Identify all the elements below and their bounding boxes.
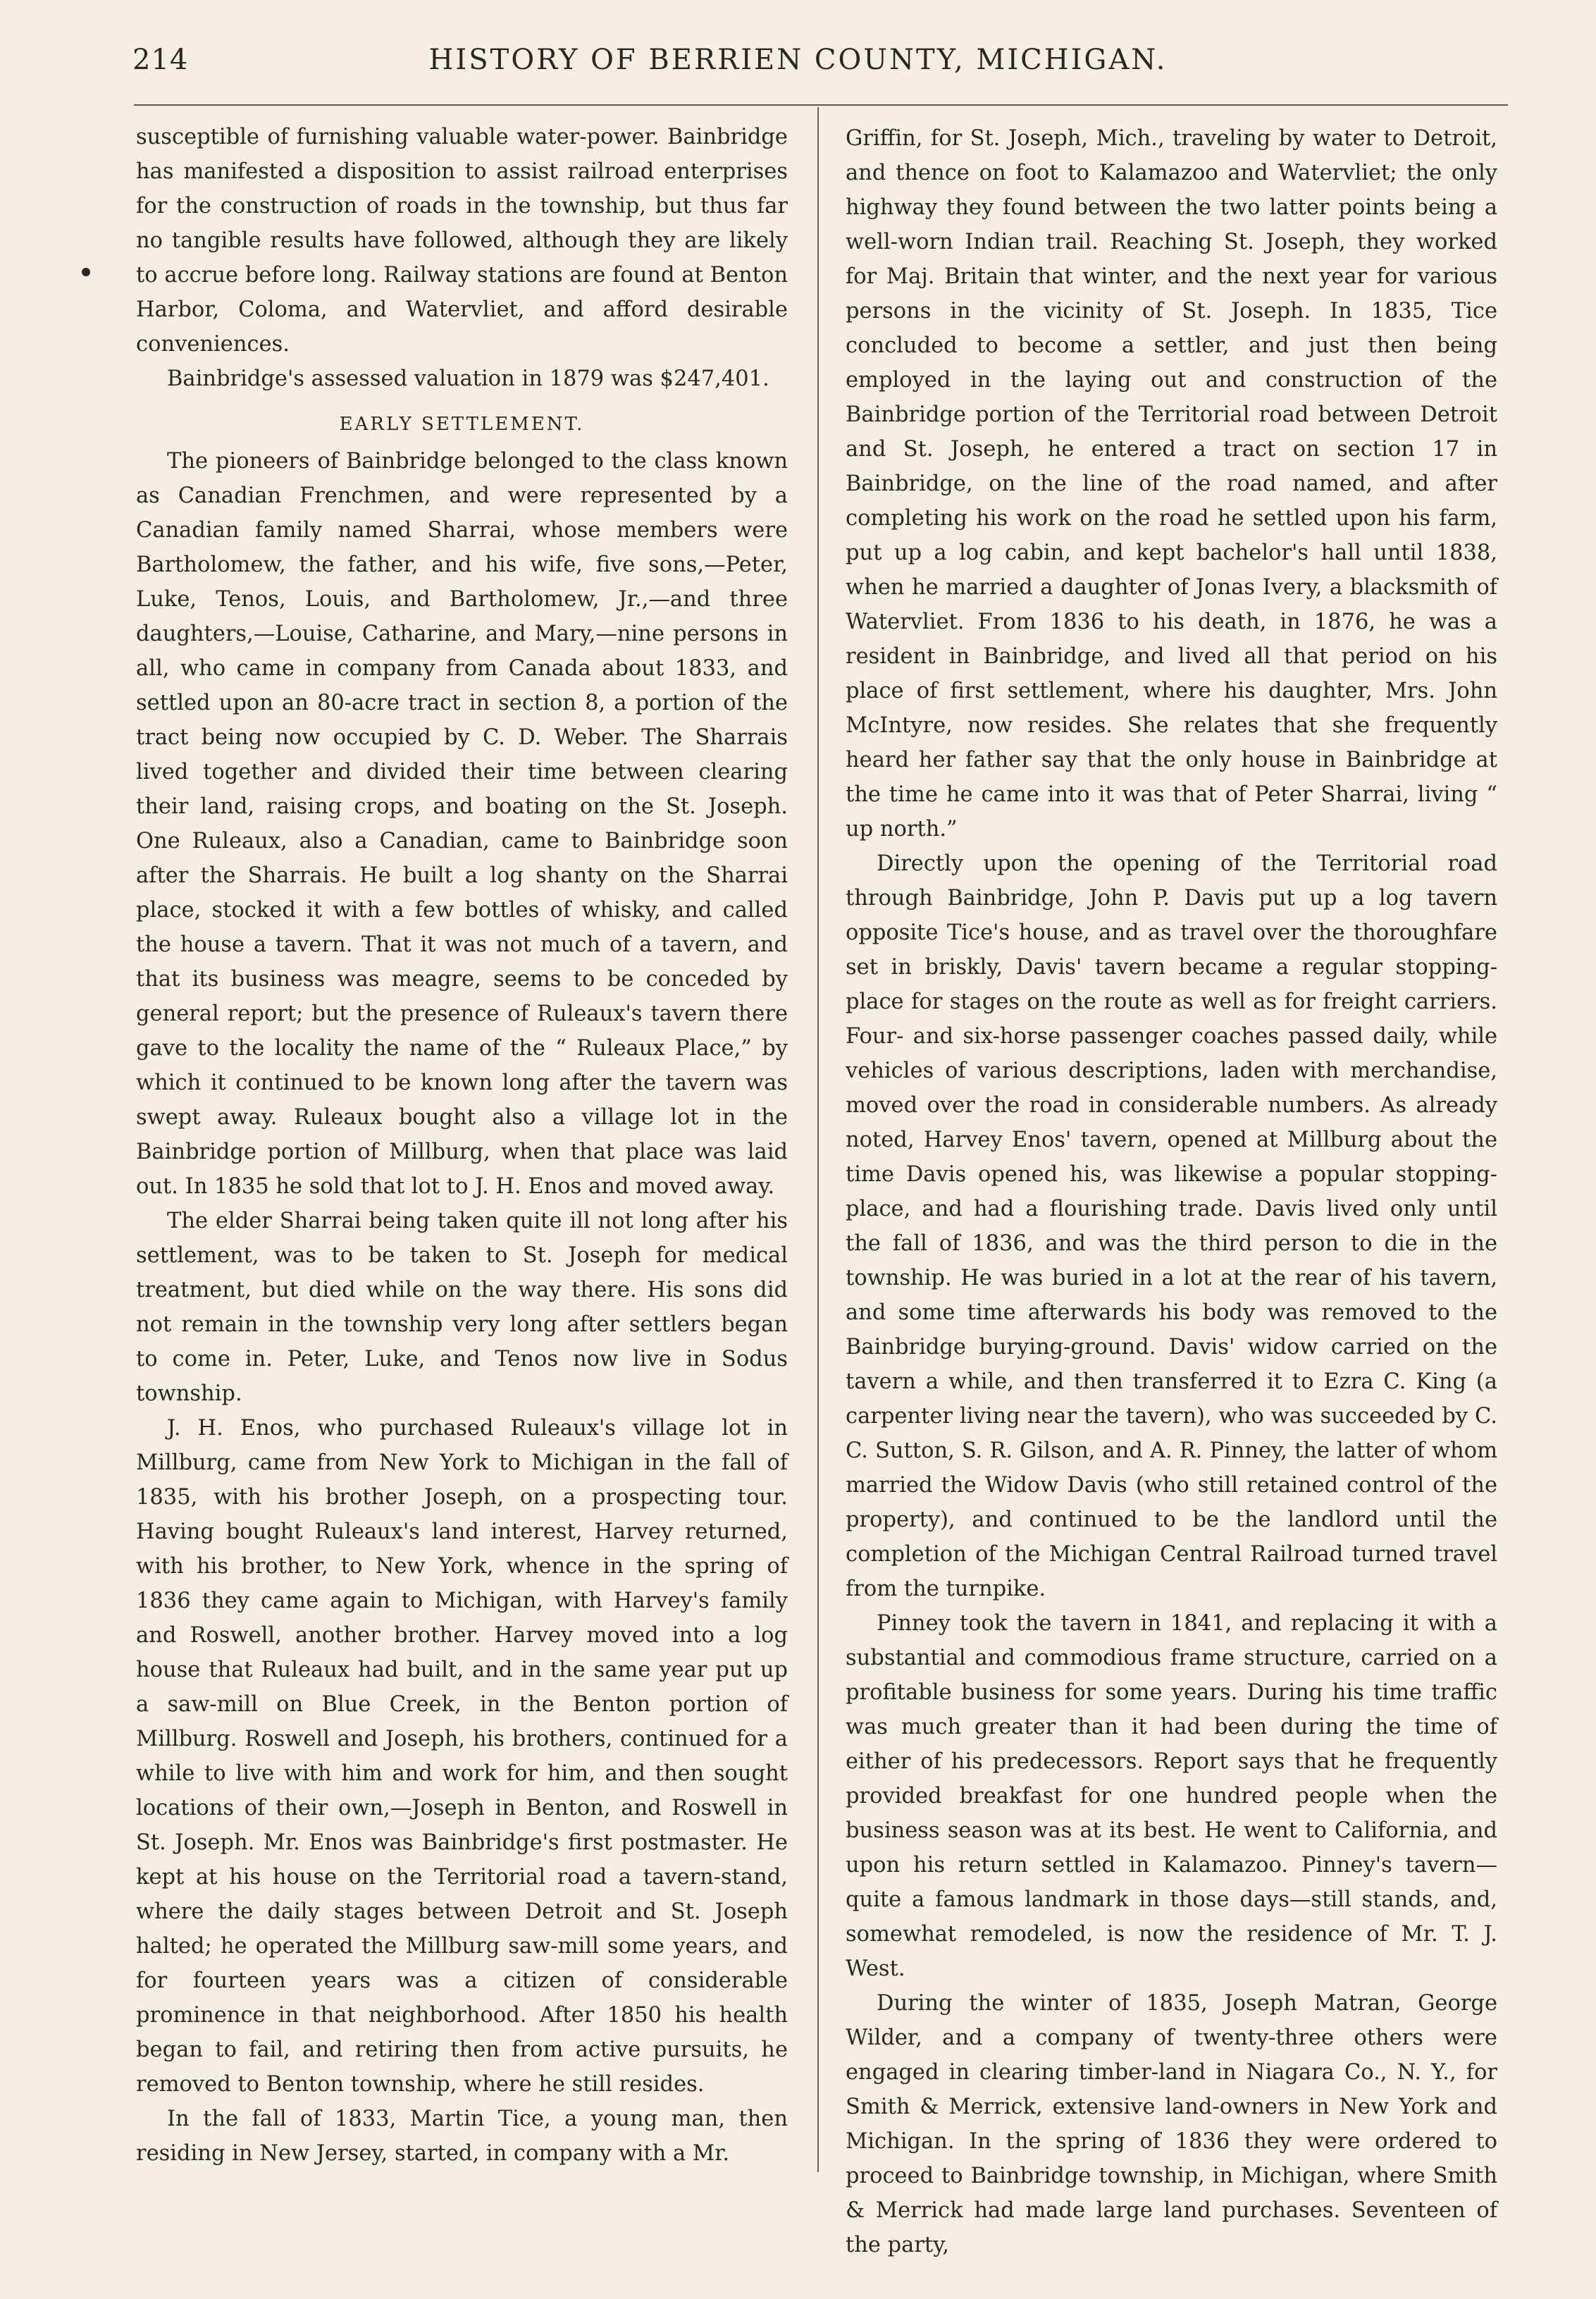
paragraph-pioneers: The pioneers of Bainbridge belonged to the class known as Canadian Frenchmen, and were represented by a Canadian family named Sharrai, whose members were Bartholomew, the father, and his wife, five sons,—Peter, Luke, Tenos, Louis, and Bartholomew, Jr.,—and three daughters,—Louise, Catharine, and Mary,—nine persons in all, who came in company from Canada about 1833, and settled upon an 80-acre tract in section 8, a portion of the tract being now occupied by C. D. Weber. The Sharrais lived together and divided their time between clearing their land, raising crops, and boating on the St. Joseph. One Ruleaux, also a Canadian, came to Bainbridge soon after the Sharrais. He built a log shanty on the Sharrai place, stocked it with a few bottles of whisky, and called the house a tavern. That it was not much of a tavern, and that its business was meagre, seems to be conceded by general report; but the presence of Ruleaux's tavern there gave to the locality the name of the “ Ruleaux Place,” by which it continued to be known long after the tavern was swept away. Ruleaux bought also a village lot in the Bainbridge portion of Millburg, when that place was laid out. In 1835 he sold that lot to J. H. Enos and moved away. [136,449,788,1199]
section-heading-early-settlement: EARLY SETTLEMENT. [339,414,585,435]
paragraph-enos: J. H. Enos, who purchased Ruleaux's village lot in Millburg, came from New York to Michigan in the fall of 1835, with his brother Joseph, on a prospecting tour. Having bought Ruleaux's land interest, Harvey returned, with his brother, to New York, whence in the spring of 1836 they came again to Michigan, with Harvey's family and Roswell, another brother. Harvey moved into a log house that Ruleaux had built, and in the same year put up a saw-mill on Blue Creek, in the Benton portion of Millburg. Roswell and Joseph, his brothers, continued for a while to live with him and work for him, and then sought locations of their own,—Joseph in Benton, and Roswell in St. Joseph. Mr. Enos was Bainbridge's first postmaster. He kept at his house on the Territorial road a tavern-stand, where the daily stages between Detroit and St. Joseph halted; he operated the Millburg saw-mill some years, and for fourteen years was a citizen of considerable prominence in that neighborhood. After 1850 his health began to fail, and retiring then from active pursuits, he removed to Benton township, where he still resides. [136,1416,788,2097]
paragraph-elder-sharrai: The elder Sharrai being taken quite ill not long after his settlement, was to be taken to St. Joseph for medical treatment, but died while on the way there. His sons did not remain in the township very long after settlers began to come in. Peter, Luke, and Tenos now live in Sodus township. [136,1209,788,1406]
paragraph-griffin: Griffin, for St. Joseph, Mich., traveling by water to Detroit, and thence on foot to Kalamazoo and Watervliet; the only highway they found between the two latter points being a well-worn Indian trail. Reaching St. Joseph, they worked for Maj. Britain that winter, and the next year for various persons in the vicinity of St. Joseph. In 1835, Tice concluded to become a settler, and just then being employed in the laying out and construction of the Bainbridge portion of the Territorial road between Detroit and St. Joseph, he entered a tract on section 17 in Bainbridge, on the line of the road named, and after completing his work on the road he settled upon his farm, put up a log cabin, and kept bachelor's hall until 1838, when he married a daughter of Jonas Ivery, a blacksmith of Watervliet. From 1836 to his death, in 1876, he was a resident in Bainbridge, and lived all that period on his place of first settlement, where his daughter, Mrs. John McIntyre, now resides. She relates that she frequently heard her father say that the only house in Bainbridge at the time he came into it was that of Peter Sharrai, living “ up north.” [846,126,1497,842]
margin-dot-mark [82,268,90,276]
page-number: 214 [132,44,189,76]
page-header [0,44,1596,86]
header-rule [134,104,1508,106]
right-column [846,121,1497,2262]
paragraph-tice-start: In the fall of 1833, Martin Tice, a young man, then residing in New Jersey, started, in company with a Mr. [136,2107,788,2166]
paragraph-valuation: Bainbridge's assessed valuation in 1879 was $247,401. [167,366,769,391]
paragraph-davis: Directly upon the opening of the Territorial road through Bainbridge, John P. Davis put up a log tavern opposite Tice's house, and as travel over the thoroughfare set in briskly, Davis' tavern became a regular stopping-place for stages on the route as well as for freight carriers. Four- and six-horse passenger coaches passed daily, while vehicles of various descriptions, laden with merchandise, moved over the road in considerable numbers. As already noted, Harvey Enos' tavern, opened at Millburg about the time Davis opened his, was likewise a popular stopping-place, and had a flourishing trade. Davis lived only until the fall of 1836, and was the third person to die in the township. He was buried in a lot at the rear of his tavern, and some time afterwards his body was removed to the Bainbridge burying-ground. Davis' widow carried on the tavern a while, and then transferred it to Ezra C. King (a carpenter living near the tavern), who was succeeded by C. C. Sutton, S. R. Gilson, and A. R. Pinney, the latter of whom married the Widow Davis (who still retained control of the property), and continued to be the landlord until the completion of the Michigan Central Railroad turned travel from the turnpike. [846,851,1497,1601]
paragraph-waterpower: susceptible of furnishing valuable water-power. Bainbridge has manifested a disposition to assist railroad enterprises for the construction of roads in the township, but thus far no tangible results have followed, although they are likely to accrue before long. Railway stations are found at Benton Harbor, Coloma, and Watervliet, and afford desirable conveniences. [136,125,788,357]
running-title: HISTORY OF BERRIEN COUNTY, MICHIGAN. [428,44,1168,76]
column-divider [817,107,819,2172]
paragraph-pinney: Pinney took the tavern in 1841, and replacing it with a substantial and commodious frame structure, carried on a profitable business for some years. During his time traffic was much greater than it had been during the time of either of his predecessors. Report says that he frequently provided breakfast for one hundred people when the business season was at its best. He went to California, and upon his return settled in Kalamazoo. Pinney's tavern—quite a famous landmark in those days—still stands, and, somewhat remodeled, is now the residence of Mr. T. J. West. [846,1611,1497,1981]
left-column [136,120,788,2171]
paragraph-matran: During the winter of 1835, Joseph Matran, George Wilder, and a company of twenty-three others were engaged in clearing timber-land in Niagara Co., N. Y., for Smith & Merrick, extensive land-owners in New York and Michigan. In the spring of 1836 they were ordered to proceed to Bainbridge township, in Michigan, where Smith & Merrick had made large land purchases. Seventeen of the party, [846,1991,1497,2257]
